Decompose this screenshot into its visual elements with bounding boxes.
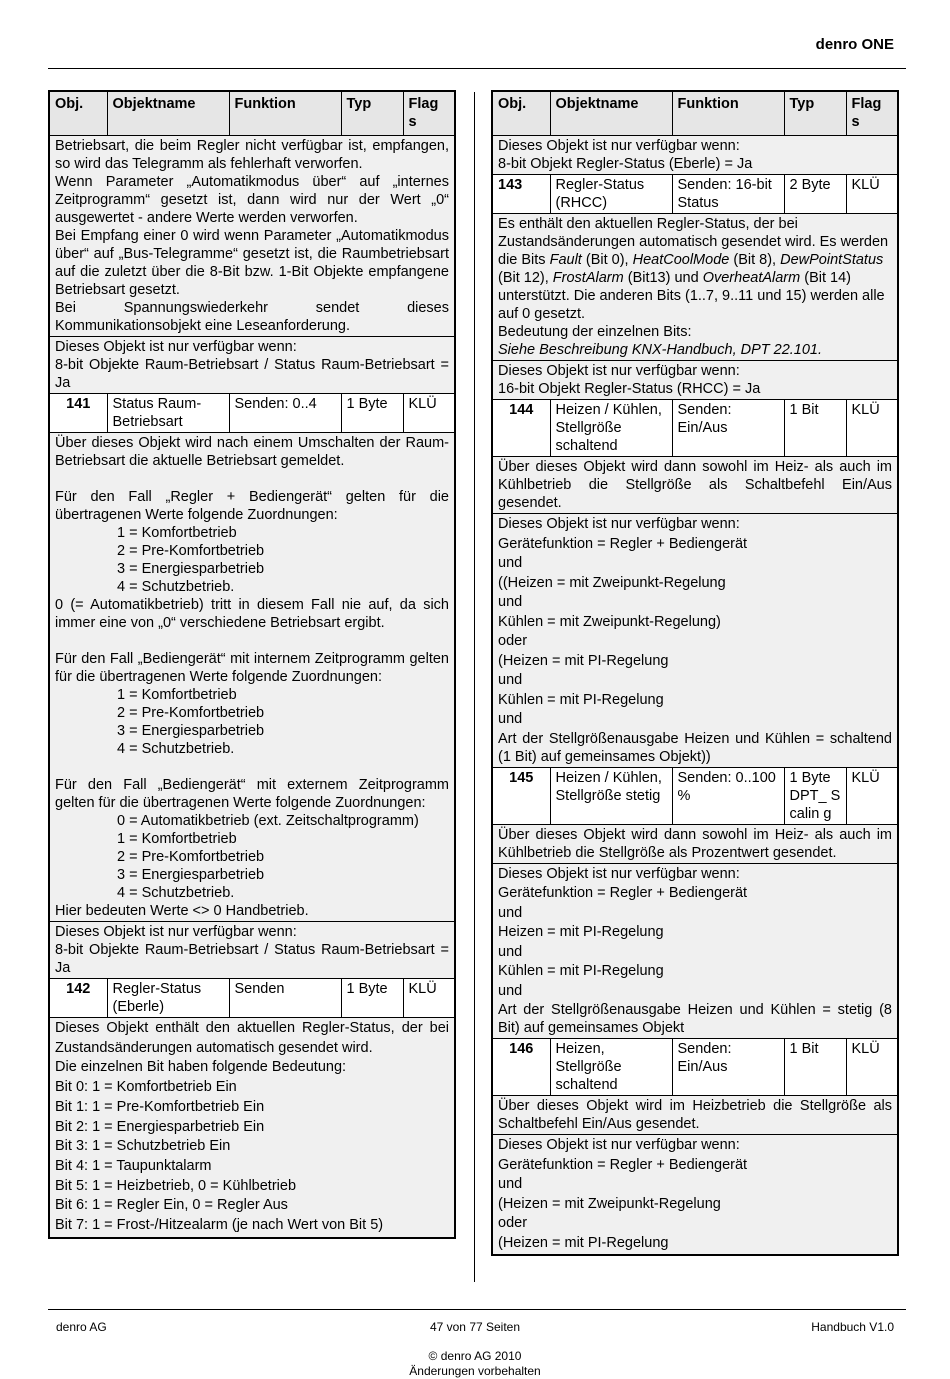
availability-condition xyxy=(492,863,898,1039)
text: (Bit 8), xyxy=(733,252,777,268)
value-line: 2 = Pre-Komfortbetrieb xyxy=(117,705,265,721)
value-line: 1 = Komfortbetrieb xyxy=(117,525,237,541)
header-funktion: Funktion xyxy=(229,91,341,136)
value-line: 4 = Schutzbetrieb. xyxy=(117,579,235,595)
object-function: Senden: 0..4 xyxy=(229,394,341,433)
object-flags: KLÜ xyxy=(846,400,898,457)
description-cell xyxy=(492,824,898,863)
object-name: Heizen, Stellgröße schaltend xyxy=(550,1039,672,1096)
paragraph: Für den Fall „Bediengerät“ mit externem Zeitprogramm gelten für die übertragenen Werte folgende Zuordnungen: xyxy=(55,777,449,811)
object-function: Senden xyxy=(229,979,341,1018)
value-line: 3 = Energiesparbetrieb xyxy=(117,723,265,739)
description-cell xyxy=(492,1096,898,1135)
bit-name: HeatCoolMode xyxy=(632,252,730,268)
object-table-right xyxy=(491,90,899,1256)
description-cell xyxy=(49,1018,455,1238)
object-flags: KLÜ xyxy=(846,767,898,824)
left-column xyxy=(48,90,456,1239)
condition-line: Kühlen = mit PI-Regelung xyxy=(498,963,664,979)
header-flags: Flag s xyxy=(846,91,898,136)
condition-line: Dieses Objekt ist nur verfügbar wenn: xyxy=(498,138,740,154)
object-name: Heizen / Kühlen, Stellgröße schaltend xyxy=(550,400,672,457)
condition-line: 8-bit Objekte Raum-Betriebsart / Status Raum-Betriebsart = Ja xyxy=(55,357,449,391)
paragraph: Für den Fall „Bediengerät“ mit internem Zeitprogramm gelten für die übertragenen Werte folgende Zuordnungen: xyxy=(55,651,449,685)
header-objektname: Objektname xyxy=(550,91,672,136)
bit-name: Fault xyxy=(549,252,582,268)
paragraph: Bei Spannungswiederkehr sendet dieses Kommunikationsobjekt eine Leseanforderung. xyxy=(55,300,449,334)
condition-line: ((Heizen = mit Zweipunkt-Regelung xyxy=(498,574,726,591)
availability-condition xyxy=(49,922,455,979)
object-type: 1 Byte xyxy=(341,394,403,433)
paragraph xyxy=(498,215,892,323)
bit-line: Bit 4: 1 = Taupunktalarm xyxy=(55,1157,212,1174)
bit-line: Bit 5: 1 = Heizbetrieb, 0 = Kühlbetrieb xyxy=(55,1177,297,1194)
column-divider xyxy=(474,92,475,1282)
object-type: 1 Byte xyxy=(341,979,403,1018)
condition-line: Gerätefunktion = Regler + Bediengerät xyxy=(498,535,748,552)
description-cell xyxy=(492,214,898,361)
paragraph: Wenn Parameter „Automatikmodus über“ auf „internes Zeitprogramm“ gesetzt ist, dann wird nur der Wert „0“ ausgewertet - andere Werte werden verworfen. xyxy=(55,174,449,226)
text: Es enthält den aktuellen Regler-Status, der bei Zustandsänderungen automatisch gesendet wird. Es werden die Bits xyxy=(498,216,889,268)
object-function: Senden: 16-bit Status xyxy=(672,175,784,214)
description-cell xyxy=(49,433,455,922)
object-function: Senden: Ein/Aus xyxy=(672,1039,784,1096)
text: (Bit 14) unterstützt. Die anderen Bits (1..7, 9..11 und 15) werden alle auf 0 gesetzt. xyxy=(498,270,885,322)
object-row-146 xyxy=(492,1039,898,1096)
object-type: 1 Bit xyxy=(784,1039,846,1096)
condition-line: oder xyxy=(498,633,528,649)
availability-condition xyxy=(492,136,898,175)
condition-line: Dieses Objekt ist nur verfügbar wenn: xyxy=(55,924,297,940)
object-name: Regler-Status (RHCC) xyxy=(550,175,672,214)
object-number: 142 xyxy=(49,979,107,1018)
header-typ: Typ xyxy=(341,91,403,136)
availability-condition xyxy=(492,361,898,400)
value-line: 2 = Pre-Komfortbetrieb xyxy=(117,849,265,865)
paragraph: Über dieses Objekt wird nach einem Umschalten der Raum-Betriebsart die aktuelle Betriebsart gemeldet. xyxy=(55,435,449,469)
object-flags: KLÜ xyxy=(846,175,898,214)
bit-name: FrostAlarm xyxy=(552,270,624,286)
value-line: 3 = Energiesparbetrieb xyxy=(117,867,265,883)
condition-line: und xyxy=(498,711,523,727)
condition-line: und xyxy=(498,982,523,999)
value-line: 3 = Energiesparbetrieb xyxy=(117,561,265,577)
header-rule xyxy=(48,68,906,69)
text: (Bit 0), xyxy=(585,252,629,268)
footer-version: Handbuch V1.0 xyxy=(811,1320,894,1334)
footer-company: denro AG xyxy=(56,1320,107,1334)
object-row-145 xyxy=(492,767,898,824)
condition-line: Gerätefunktion = Regler + Bediengerät xyxy=(498,1156,748,1173)
reference: Siehe Beschreibung KNX-Handbuch, DPT 22.101. xyxy=(498,342,823,358)
paragraph: Bedeutung der einzelnen Bits: xyxy=(498,324,692,340)
value-line: 4 = Schutzbetrieb. xyxy=(117,885,235,901)
header-flags: Flag s xyxy=(403,91,455,136)
bit-line: Bit 2: 1 = Energiesparbetrieb Ein xyxy=(55,1118,265,1135)
object-flags: KLÜ xyxy=(403,394,455,433)
description-cell xyxy=(492,457,898,514)
text: (Bit 12), xyxy=(498,270,549,286)
condition-line: Art der Stellgrößenausgabe Heizen und Kühlen = stetig (8 Bit) auf gemeinsames Objekt xyxy=(498,1002,892,1036)
condition-line: und xyxy=(498,672,523,688)
condition-line: (Heizen = mit Zweipunkt-Regelung xyxy=(498,1195,721,1212)
paragraph: Betriebsart, die beim Regler nicht verfügbar ist, empfangen, so wird das Telegramm als fehlerhaft verworfen. xyxy=(55,138,449,172)
paragraph: Für den Fall „Regler + Bediengerät“ gelten für die übertragenen Werte folgende Zuordnungen: xyxy=(55,489,449,523)
copyright-line: © denro AG 2010 xyxy=(428,1349,522,1363)
bit-name: OverheatAlarm xyxy=(702,270,801,286)
condition-line: Gerätefunktion = Regler + Bediengerät xyxy=(498,885,748,901)
object-table-left xyxy=(48,90,456,1239)
table-header-row xyxy=(49,91,455,136)
object-row-143 xyxy=(492,175,898,214)
object-row-144 xyxy=(492,400,898,457)
header-brand: denro ONE xyxy=(815,36,894,53)
condition-line: Dieses Objekt ist nur verfügbar wenn: xyxy=(498,363,740,379)
condition-line: oder xyxy=(498,1215,528,1231)
paragraph: Die einzelnen Bit haben folgende Bedeutung: xyxy=(55,1059,347,1076)
condition-line: Kühlen = mit PI-Regelung xyxy=(498,691,664,708)
object-number: 143 xyxy=(492,175,550,214)
paragraph: Über dieses Objekt wird dann sowohl im Heiz- als auch im Kühlbetrieb die Stellgröße als Schaltbefehl Ein/Aus gesendet. xyxy=(498,459,892,511)
object-type: 1 Bit xyxy=(784,400,846,457)
condition-line: und xyxy=(498,594,523,610)
paragraph: 0 (= Automatikbetrieb) tritt in diesem Fall nie auf, da sich immer eine von „0“ verschiedene Betriebsart ergibt. xyxy=(55,597,449,631)
object-flags: KLÜ xyxy=(846,1039,898,1096)
object-function: Senden: 0..100 % xyxy=(672,767,784,824)
header-typ: Typ xyxy=(784,91,846,136)
object-name: Status Raum-Betriebsart xyxy=(107,394,229,433)
object-number: 144 xyxy=(492,400,550,457)
object-number: 145 xyxy=(492,767,550,824)
paragraph: Dieses Objekt enthält den aktuellen Regler-Status, der bei Zustandsänderungen automatisch gesendet wird. xyxy=(55,1020,449,1056)
value-line: 2 = Pre-Komfortbetrieb xyxy=(117,543,265,559)
object-flags: KLÜ xyxy=(403,979,455,1018)
bit-line: Bit 6: 1 = Regler Ein, 0 = Regler Aus xyxy=(55,1197,288,1214)
condition-line: Art der Stellgrößenausgabe Heizen und Kühlen = schaltend (1 Bit) auf gemeinsames Objekt)) xyxy=(498,730,892,765)
header-obj: Obj. xyxy=(49,91,107,136)
condition-line: Dieses Objekt ist nur verfügbar wenn: xyxy=(55,339,297,355)
header-funktion: Funktion xyxy=(672,91,784,136)
condition-line: Dieses Objekt ist nur verfügbar wenn: xyxy=(498,516,740,532)
changes-note: Änderungen vorbehalten xyxy=(409,1364,541,1378)
paragraph: Hier bedeuten Werte <> 0 Handbetrieb. xyxy=(55,903,309,919)
value-line: 0 = Automatikbetrieb (ext. Zeitschaltprogramm) xyxy=(117,813,419,829)
object-type: 2 Byte xyxy=(784,175,846,214)
table-header-row xyxy=(492,91,898,136)
object-function: Senden: Ein/Aus xyxy=(672,400,784,457)
footer-page-number: 47 von 77 Seiten xyxy=(429,1320,521,1334)
condition-line: 8-bit Objekt Regler-Status (Eberle) = Ja xyxy=(498,156,753,172)
object-number: 141 xyxy=(49,394,107,433)
paragraph: Über dieses Objekt wird im Heizbetrieb die Stellgröße als Schaltbefehl Ein/Aus gesendet. xyxy=(498,1098,892,1132)
footer-copyright xyxy=(0,1349,950,1379)
bit-name: DewPointStatus xyxy=(780,252,884,268)
condition-line: Kühlen = mit Zweipunkt-Regelung) xyxy=(498,613,721,630)
condition-line: und xyxy=(498,1176,523,1192)
availability-condition xyxy=(492,514,898,768)
condition-line: und xyxy=(498,904,523,921)
object-number: 146 xyxy=(492,1039,550,1096)
condition-line: 8-bit Objekte Raum-Betriebsart / Status Raum-Betriebsart = Ja xyxy=(55,942,449,976)
bit-line: Bit 1: 1 = Pre-Komfortbetrieb Ein xyxy=(55,1098,265,1115)
header-objektname: Objektname xyxy=(107,91,229,136)
condition-line: Dieses Objekt ist nur verfügbar wenn: xyxy=(498,1137,740,1153)
bit-line: Bit 0: 1 = Komfortbetrieb Ein xyxy=(55,1079,237,1096)
paragraph: Bei Empfang einer 0 wird wenn Parameter „Automatikmodus über“ auf „Bus-Telegramme“ gesetzt ist, die Raumbetriebsart auf die zuletzt über die 8-Bit bzw. 1-Bit Objekte empfangene Betriebsart gesetzt. xyxy=(55,228,449,298)
value-line: 4 = Schutzbetrieb. xyxy=(117,741,235,757)
availability-condition xyxy=(49,337,455,394)
right-column xyxy=(491,90,899,1256)
availability-condition xyxy=(492,1135,898,1256)
condition-line: (Heizen = mit PI-Regelung xyxy=(498,652,669,669)
condition-line: Heizen = mit PI-Regelung xyxy=(498,924,664,940)
value-line: 1 = Komfortbetrieb xyxy=(117,687,237,703)
bit-line: Bit 3: 1 = Schutzbetrieb Ein xyxy=(55,1138,231,1155)
condition-line: 16-bit Objekt Regler-Status (RHCC) = Ja xyxy=(498,381,761,397)
condition-line: Dieses Objekt ist nur verfügbar wenn: xyxy=(498,865,740,882)
bit-line: Bit 7: 1 = Frost-/Hitzealarm (je nach Wert von Bit 5) xyxy=(55,1217,384,1234)
object-row-142 xyxy=(49,979,455,1018)
paragraph: Über dieses Objekt wird dann sowohl im Heiz- als auch im Kühlbetrieb die Stellgröße als Prozentwert gesendet. xyxy=(498,826,892,861)
object-type: 1 Byte DPT_ Scalin g xyxy=(784,767,846,824)
header-obj: Obj. xyxy=(492,91,550,136)
description-cell xyxy=(49,136,455,337)
condition-line: und xyxy=(498,555,523,571)
value-line: 1 = Komfortbetrieb xyxy=(117,831,237,847)
condition-line: und xyxy=(498,943,523,960)
text: (Bit13) und xyxy=(627,270,699,286)
condition-line: (Heizen = mit PI-Regelung xyxy=(498,1234,669,1251)
footer-rule xyxy=(48,1309,906,1310)
object-row-141 xyxy=(49,394,455,433)
object-name: Heizen / Kühlen, Stellgröße stetig xyxy=(550,767,672,824)
object-name: Regler-Status (Eberle) xyxy=(107,979,229,1018)
